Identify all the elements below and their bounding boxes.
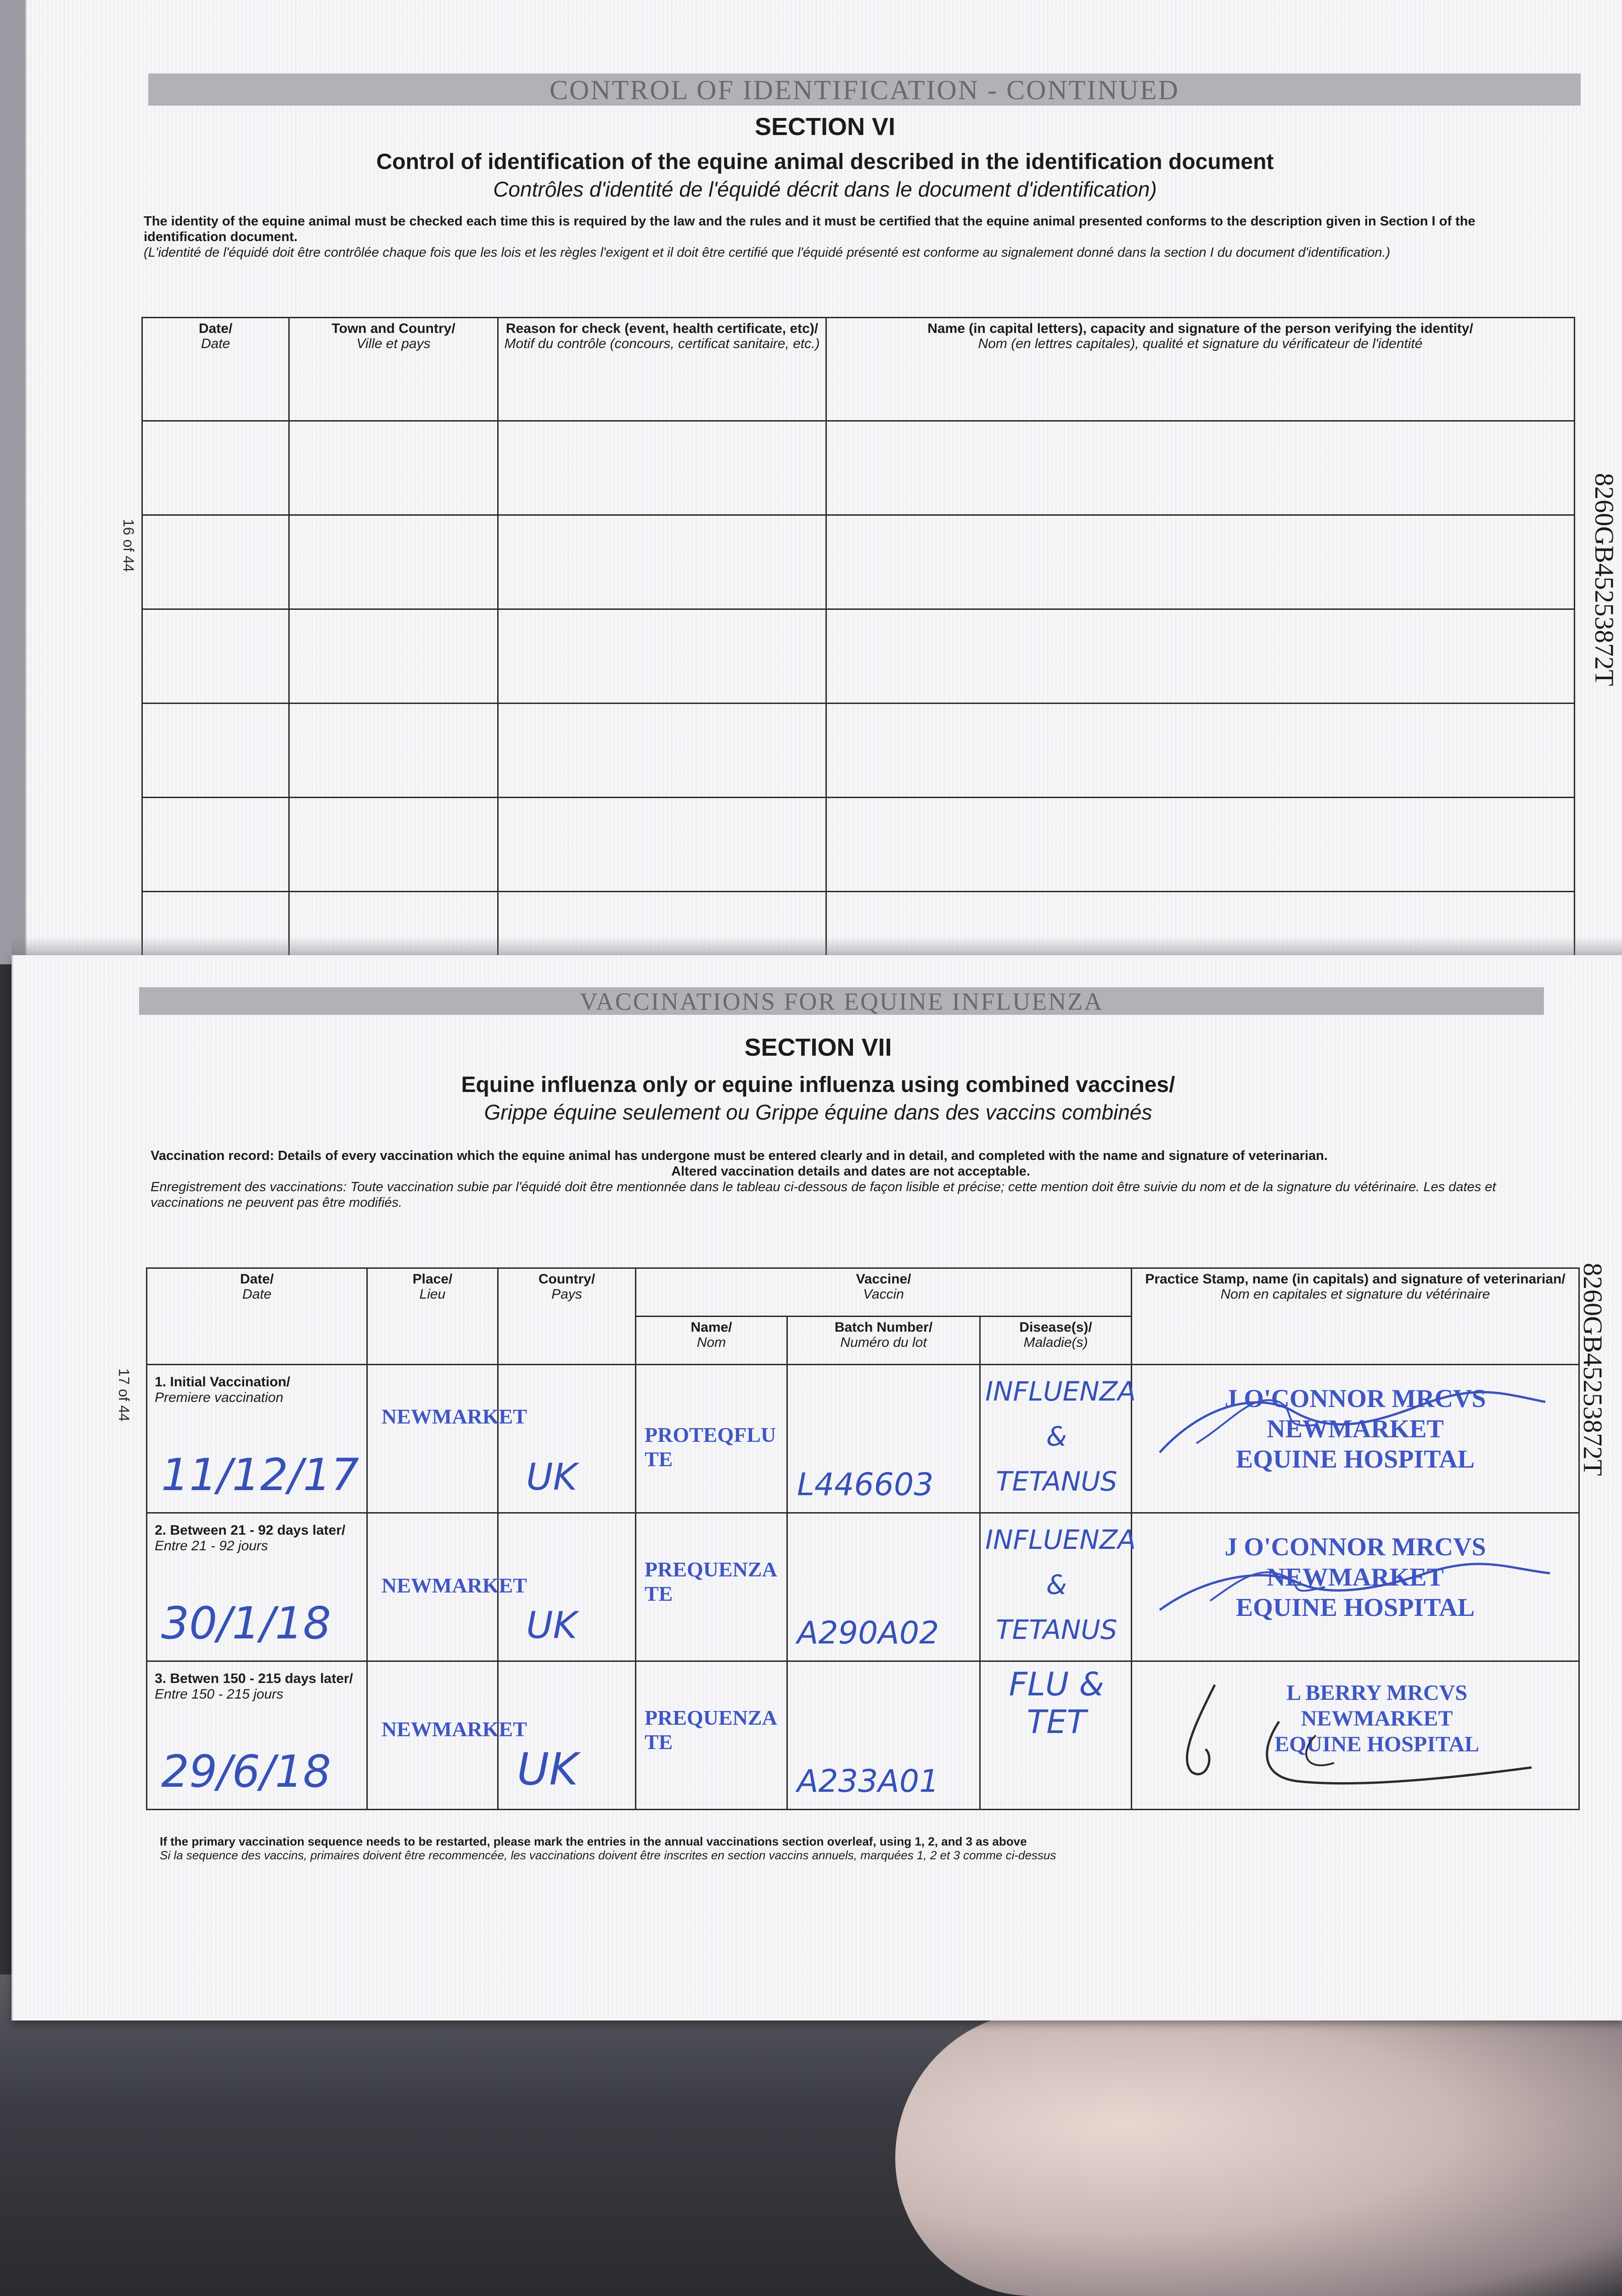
verifier-cell[interactable]: [826, 703, 1575, 798]
vet-stamp: J O'CONNOR MRCVS NEWMARKET EQUINE HOSPITAL: [1224, 1384, 1486, 1474]
col-town-country: Town and Country/ Ville et pays: [289, 318, 498, 421]
col-practice-stamp: Practice Stamp, name (in capitals) and signature of veterinarian/ Nom en capitales et signature du vétérinaire: [1132, 1268, 1579, 1365]
reason-cell[interactable]: [498, 515, 826, 609]
handwritten-date: 30/1/18: [161, 1598, 331, 1649]
col-place: Place/ Lieu: [367, 1268, 498, 1365]
col-date: Date/ Date: [142, 318, 289, 421]
town-cell[interactable]: [289, 609, 498, 703]
handwritten-disease: INFLUENZA & TETANUS: [985, 1376, 1136, 1497]
country-cell[interactable]: [498, 1513, 636, 1661]
practice-stamp-cell[interactable]: [1132, 1661, 1579, 1810]
col-verifier: Name (in capital letters), capacity and signature of the person verifying the identity/ Nom (en lettres capitales), qualité et signature du vérificateur de l'identité: [826, 318, 1575, 421]
col-reason: Reason for check (event, health certificate, etc)/ Motif du contrôle (concours, certificat sanitaire, etc.): [498, 318, 826, 421]
table-row: [142, 798, 1575, 892]
vet-signature: [1141, 1374, 1555, 1466]
col-vaccine-name: Name/ Nom: [636, 1317, 787, 1365]
date-cell[interactable]: [147, 1365, 367, 1513]
intro-paragraph: [144, 214, 1558, 260]
date-cell[interactable]: [142, 798, 289, 892]
reason-cell[interactable]: [498, 703, 826, 798]
section-banner: CONTROL OF IDENTIFICATION - CONTINUED: [148, 73, 1581, 106]
date-cell[interactable]: [142, 703, 289, 798]
handwritten-disease: FLU & TET: [1009, 1666, 1104, 1741]
col-disease: Disease(s)/ Maladie(s): [980, 1317, 1132, 1365]
row-label-fr: Entre 21 - 92 jours: [155, 1538, 268, 1553]
vet-stamp: J O'CONNOR MRCVS NEWMARKET EQUINE HOSPITAL: [1224, 1533, 1486, 1622]
handwritten-batch: A233A01: [797, 1763, 939, 1800]
row-label-fr: Premiere vaccination: [155, 1390, 284, 1405]
section-title: SECTION VI: [754, 113, 896, 141]
col-country: Country/ Pays: [498, 1268, 636, 1365]
col-batch-number: Batch Number/ Numéro du lot: [787, 1317, 980, 1365]
verifier-cell[interactable]: [826, 798, 1575, 892]
record-fr: Enregistrement des vaccinations: Toute vaccination subie par l'équidé doit être mentionnée dans le tableau ci-dessous de façon lisible et précise; cette mention doit être suivie du nom et de la signature du vétérinaire. Les dates et vaccinations ne peuvent pas être modifiés.: [151, 1180, 1496, 1210]
place-stamp: NEWMARKET: [382, 1574, 527, 1597]
handwritten-country: UK: [526, 1456, 578, 1498]
place-cell[interactable]: [367, 1365, 527, 1513]
table-row: [142, 515, 1575, 609]
town-cell[interactable]: [289, 421, 498, 515]
vet-signature: [1141, 1541, 1555, 1633]
verifier-cell[interactable]: [826, 515, 1575, 609]
table-row: [142, 703, 1575, 798]
table-row: [142, 421, 1575, 515]
passport-id-number: 8260GB45253872T: [1578, 1263, 1608, 1476]
intro-fr: (L'identité de l'équidé doit être contrôlée chaque fois que les lois et les règles l'exigent et il doit être certifié que l'équidé présenté est conforme au signalement donné dans la section I du document d'identification.): [144, 245, 1391, 260]
disease-cell[interactable]: [980, 1661, 1132, 1810]
country-cell[interactable]: [498, 1661, 636, 1810]
row-label: 1. Initial Vaccination/: [155, 1374, 291, 1390]
town-cell[interactable]: [289, 515, 498, 609]
handwritten-date: 11/12/17: [161, 1449, 359, 1501]
record-en-2: Altered vaccination details and dates are not acceptable.: [671, 1164, 1030, 1179]
date-cell[interactable]: [142, 421, 289, 515]
date-cell[interactable]: [147, 1661, 367, 1810]
record-en: Vaccination record: Details of every vaccination which the equine animal has undergone must be entered clearly and in detail, and completed with the name and signature of veterinarian.: [151, 1148, 1328, 1163]
table-row: [147, 1513, 1579, 1661]
town-cell[interactable]: [289, 703, 498, 798]
vet-stamp: L BERRY MRCVS NEWMARKET EQUINE HOSPITAL: [1274, 1681, 1480, 1756]
vaccine-name-cell[interactable]: [636, 1365, 787, 1513]
place-cell[interactable]: [367, 1513, 527, 1661]
vaccine-name-cell[interactable]: [636, 1513, 787, 1661]
vaccination-record-note: [151, 1148, 1551, 1210]
vaccine-name-stamp: PROTEQFLU TE: [645, 1423, 776, 1471]
handwritten-country: UK: [526, 1604, 578, 1647]
batch-cell[interactable]: [787, 1513, 980, 1661]
date-cell[interactable]: [147, 1513, 367, 1661]
row-label: 3. Betwen 150 - 215 days later/: [155, 1671, 353, 1686]
footnote-fr: Si la sequence des vaccins, primaires doivent être recommencée, les vaccinations doivent être inscrites en section vaccins annuels, marquées 1, 2 et 3 comme ci-dessus: [160, 1848, 1056, 1862]
vaccine-name-stamp: PREQUENZA TE: [645, 1558, 776, 1605]
date-cell[interactable]: [142, 515, 289, 609]
passport-id-number: 8260GB452538​72T: [1589, 473, 1619, 686]
reason-cell[interactable]: [498, 798, 826, 892]
country-cell[interactable]: [498, 1365, 636, 1513]
vaccination-table: [146, 1267, 1580, 1810]
place-cell[interactable]: [367, 1661, 527, 1810]
handwritten-batch: L446603: [797, 1467, 934, 1503]
handwritten-date: 29/6/18: [161, 1746, 331, 1797]
row-label: 2. Between 21 - 92 days later/: [155, 1523, 346, 1538]
date-cell[interactable]: [142, 609, 289, 703]
footnote: [160, 1835, 1537, 1862]
place-stamp: NEWMARKET: [382, 1717, 527, 1741]
section-banner: VACCINATIONS FOR EQUINE INFLUENZA: [139, 987, 1544, 1015]
row-label-fr: Entre 150 - 215 jours: [155, 1687, 284, 1702]
section-title: SECTION VII: [744, 1034, 892, 1061]
identity-check-table: [141, 317, 1575, 986]
passport-page-17: [11, 955, 1622, 2020]
section-subtitle-fr: Grippe équine seulement ou Grippe équine dans des vaccins combinés: [484, 1100, 1152, 1124]
vet-signature: [1141, 1666, 1555, 1804]
page-number: 16 of 44: [120, 519, 137, 572]
col-date: Date/ Date: [147, 1268, 367, 1365]
section-subtitle-fr: Contrôles d'identité de l'équidé décrit dans le document d'identification): [493, 177, 1157, 201]
table-row: [147, 1661, 1579, 1810]
batch-cell[interactable]: [787, 1661, 980, 1810]
table-row: [142, 609, 1575, 703]
passport-page-16: [25, 0, 1622, 957]
place-stamp: NEWMARKET: [382, 1405, 527, 1428]
footnote-en: If the primary vaccination sequence needs to be restarted, please mark the entries in the annual vaccinations section overleaf, using 1, 2, and 3 as above: [160, 1835, 1027, 1848]
disease-cell[interactable]: [980, 1365, 1136, 1513]
handwritten-country: UK: [517, 1744, 578, 1795]
holding-hand: [895, 2011, 1622, 2296]
handwritten-batch: A290A02: [797, 1615, 939, 1651]
verifier-cell[interactable]: [826, 421, 1575, 515]
verifier-cell[interactable]: [826, 609, 1575, 703]
practice-stamp-cell[interactable]: [1132, 1365, 1579, 1513]
batch-cell[interactable]: [787, 1365, 980, 1513]
reason-cell[interactable]: [498, 609, 826, 703]
vaccine-name-cell[interactable]: [636, 1661, 787, 1810]
reason-cell[interactable]: [498, 421, 826, 515]
practice-stamp-cell[interactable]: [1132, 1513, 1579, 1661]
disease-cell[interactable]: [980, 1513, 1136, 1661]
vaccine-name-stamp: PREQUENZA TE: [645, 1706, 776, 1754]
section-subtitle-en: Control of identification of the equine animal described in the identification document: [376, 150, 1274, 174]
intro-en: The identity of the equine animal must be checked each time this is required by the law and the rules and it must be certified that the equine animal presented conforms to the description given in Section I of the identification document.: [144, 214, 1476, 244]
town-cell[interactable]: [289, 798, 498, 892]
col-vaccine: Vaccine/ Vaccin: [636, 1268, 1132, 1317]
page-number: 17 of 44: [116, 1368, 132, 1422]
handwritten-disease: INFLUENZA & TETANUS: [985, 1524, 1136, 1645]
table-row: [147, 1365, 1579, 1513]
section-subtitle-en: Equine influenza only or equine influenza using combined vaccines/: [461, 1073, 1175, 1097]
